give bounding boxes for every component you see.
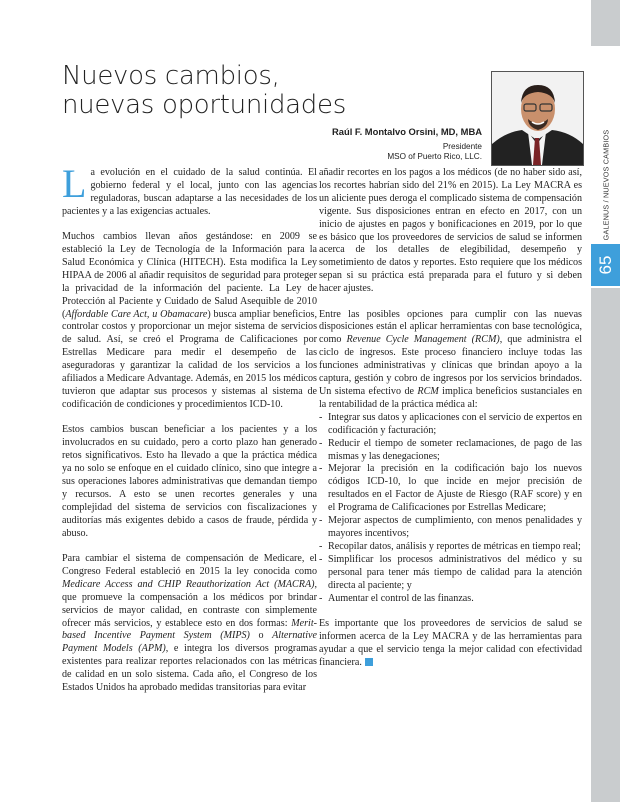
paragraph: La evolución en el cuidado de la salud continúa. El gobierno federal y el local, junto con las agencias reguladoras, buscan adaptarse a las necesidades de los pacientes y a las exigencias actuales.	[62, 161, 317, 217]
author-role: Presidente MSO of Puerto Rico, LLC.	[387, 142, 482, 161]
sidebar-top-band	[591, 0, 620, 46]
list-item: - Mejorar aspectos de cumplimiento, con menos penalidades y mayores incentivos;	[319, 515, 582, 541]
paragraph: Estos cambios buscan beneficiar a los pacientes y a los involucrados en su cuidado, pero a corto plazo han generado retos significativos. Esto ha llevado a que la práctica médica ya no solo se enfoque en el cuidado clínico, sino que integre a sus operaciones labores administrativas que demandan tiempo y recursos. A esto se unen recortes generales y una complejidad del sistema de servicios con fiscalizaciones y auditorías más exigentes debido a casos de fraude, pérdida y abuso.	[62, 424, 317, 539]
left-column	[62, 161, 317, 707]
list-item: - Mejorar la precisión en la codificación bajo los nuevos códigos ICD-10, lo que incide en mejor precisión de resultados en el Factor de Ajuste de Riesgo (RAF score) y en el Programa de Calificaciones por Estrellas Medicare;	[319, 463, 582, 515]
list-item: - Integrar sus datos y aplicaciones con el servicio de expertos en codificación y facturación;	[319, 412, 582, 438]
list-item: - Aumentar el control de las finanzas.	[319, 593, 582, 606]
list-item: - Recopilar datos, análisis y reportes de métricas en tiempo real;	[319, 541, 582, 554]
benefits-list	[319, 412, 582, 606]
list-item: - Reducir el tiempo de someter reclamaciones, de pago de las mismas y las denegaciones;	[319, 438, 582, 464]
paragraph: Muchos cambios llevan años gestándose: en 2009 se estableció la Ley de Tecnología de la Información para la Salud Económica y Clínica (HITECH). Esta modifica la Ley HIPAA de 2006 al añadir requisitos de seguridad para proteger la privacidad de la información del paciente. La Ley de Protección al Paciente y Cuidado de Salud Asequible de 2010 (Affordable Care Act, u Obamacare) busca ampliar beneficios, controlar costos y proporcionar un mejor sistema de servicios de salud. Así, se creó el Programa de Calificaciones por Estrellas Medicare para medir el desempeño de las aseguradoras y garantizar la calidad de los servicios a los afiliados a Medicare Advantage. Además, en 2015 los médicos tuvieron que adaptar sus procesos y sistemas al sistema de codificación de condiciones y procedimientos ICD-10.	[62, 231, 317, 410]
paragraph: Entre las posibles opciones para cumplir con las nuevas disposiciones están el aplicar herramientas con base tecnológica, como Revenue Cycle Management (RCM), que administra el ciclo de ingresos. Este proceso financiero incluye todas las funciones administrativas y clínicas que brindan apoyo a la captura, gestión y cobro de ingresos por los servicios brindados. Un sistema efectivo de RCM implica beneficios sustanciales en la rentabilidad de la práctica médica al:	[319, 308, 583, 410]
paragraph: Para cambiar el sistema de compensación de Medicare, el Congreso Federal estableció en 2015 la ley conocida como Medicare Access and CHIP Reauthorization Act (MACRA), que promueve la compensación a los médicos por brindar servicios de mayor calidad, en contraste con simplemente ofrecer más servicios, y establece esto en dos formas: Merit-based Incentive Payment System (MIPS) o Alternative Payment Models (APM), e integra los diversos programas existentes para realizar reportes relacionados con las métricas de calidad en un solo sistema. Cada año, el Congreso de los Estados Unidos ha aprobado medidas transitorias para evitar	[62, 552, 317, 694]
page-number: 65	[591, 244, 620, 286]
paragraph: Es importante que los proveedores de servicios de salud se informen acerca de la Ley MACRA y de las herramientas para ayudar a que el servicio tenga la mejor calidad con efectividad financiera.	[319, 617, 582, 668]
article-title: Nuevos cambios, nuevas oportunidades	[62, 61, 346, 120]
list-item: - Simplificar los procesos administrativos del médico y su personal para tener más tiempo de calidad para la atención directa al paciente; y	[319, 554, 582, 593]
drop-cap: L	[62, 161, 87, 206]
section-label: GALENUS / NUEVOS CAMBIOS	[601, 129, 610, 241]
paragraph: añadir recortes en los pagos a los médicos (de no haber sido así, los recortes habrían sido del 21% en 2015). La Ley MACRA es un aliciente pues deroga el complicado sistema de compensación vigente. Sus disposiciones entran en efecto en 2017, con un inicio de ajustes en pagos y bonificaciones en 2019, por lo que es básico que los proveedores de servicios de salud se informen acerca de los detalles de elegibilidad, desempeño y sometimiento de datos y reportes. Esto requiere que los médicos sepan si su práctica está preparada para el futuro y si deben hacer ajustes.	[319, 167, 582, 295]
right-column	[319, 167, 582, 682]
sidebar-bottom-band	[591, 288, 620, 802]
author-photo	[491, 71, 584, 166]
end-mark-icon	[365, 658, 373, 666]
author-name: Raúl F. Montalvo Orsini, MD, MBA	[331, 126, 482, 137]
